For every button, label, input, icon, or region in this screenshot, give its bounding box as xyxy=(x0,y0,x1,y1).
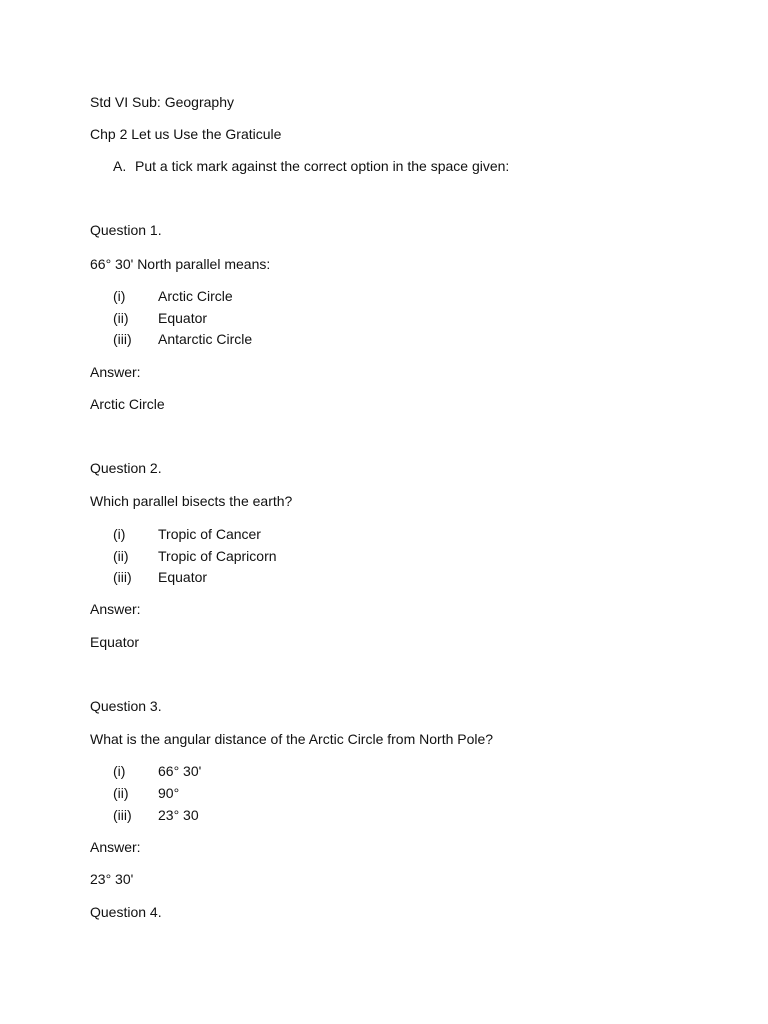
option-text: Equator xyxy=(158,310,208,326)
question-1-option-2 xyxy=(113,310,207,327)
option-text: Arctic Circle xyxy=(158,288,233,304)
question-3-text: What is the angular distance of the Arctic Circle from North Pole? xyxy=(90,731,494,747)
question-2-option-3 xyxy=(113,569,207,586)
question-1-answer-label: Answer: xyxy=(90,364,141,380)
question-1-option-1 xyxy=(113,288,233,305)
question-2-option-2 xyxy=(113,548,277,565)
standard-subject-heading: Std VI Sub: Geography xyxy=(90,94,234,110)
chapter-heading: Chp 2 Let us Use the Graticule xyxy=(90,126,282,142)
question-2-label: Question 2. xyxy=(90,460,162,476)
option-number: (ii) xyxy=(113,548,129,564)
question-2-option-1 xyxy=(113,526,261,543)
instruction-text: Put a tick mark against the correct option in the space given: xyxy=(135,158,510,174)
question-3-answer-label: Answer: xyxy=(90,839,141,855)
option-number: (i) xyxy=(113,288,126,304)
option-text: Tropic of Capricorn xyxy=(158,548,277,564)
option-text: 23° 30 xyxy=(158,807,199,823)
question-2-answer-label: Answer: xyxy=(90,601,141,617)
option-number: (iii) xyxy=(113,569,132,585)
section-marker: A. xyxy=(113,158,127,174)
question-1-label: Question 1. xyxy=(90,222,162,238)
question-1-option-3 xyxy=(113,331,252,348)
option-number: (iii) xyxy=(113,807,132,823)
section-instruction xyxy=(113,158,509,175)
question-3-option-1 xyxy=(113,763,201,780)
option-number: (i) xyxy=(113,763,126,779)
option-text: Equator xyxy=(158,569,208,585)
option-number: (i) xyxy=(113,526,126,542)
question-2-text: Which parallel bisects the earth? xyxy=(90,493,293,509)
option-number: (iii) xyxy=(113,331,132,347)
option-text: Antarctic Circle xyxy=(158,331,253,347)
question-3-label: Question 3. xyxy=(90,698,162,714)
question-3-option-3 xyxy=(113,807,199,824)
question-2-answer: Equator xyxy=(90,634,140,650)
question-4-label: Question 4. xyxy=(90,904,162,920)
option-text: 66° 30' xyxy=(158,763,202,779)
question-1-answer: Arctic Circle xyxy=(90,396,165,412)
question-1-text: 66° 30' North parallel means: xyxy=(90,256,271,272)
option-number: (ii) xyxy=(113,310,129,326)
question-3-option-2 xyxy=(113,785,179,802)
option-number: (ii) xyxy=(113,785,129,801)
option-text: 90° xyxy=(158,785,180,801)
option-text: Tropic of Cancer xyxy=(158,526,261,542)
question-3-answer: 23° 30' xyxy=(90,871,134,887)
